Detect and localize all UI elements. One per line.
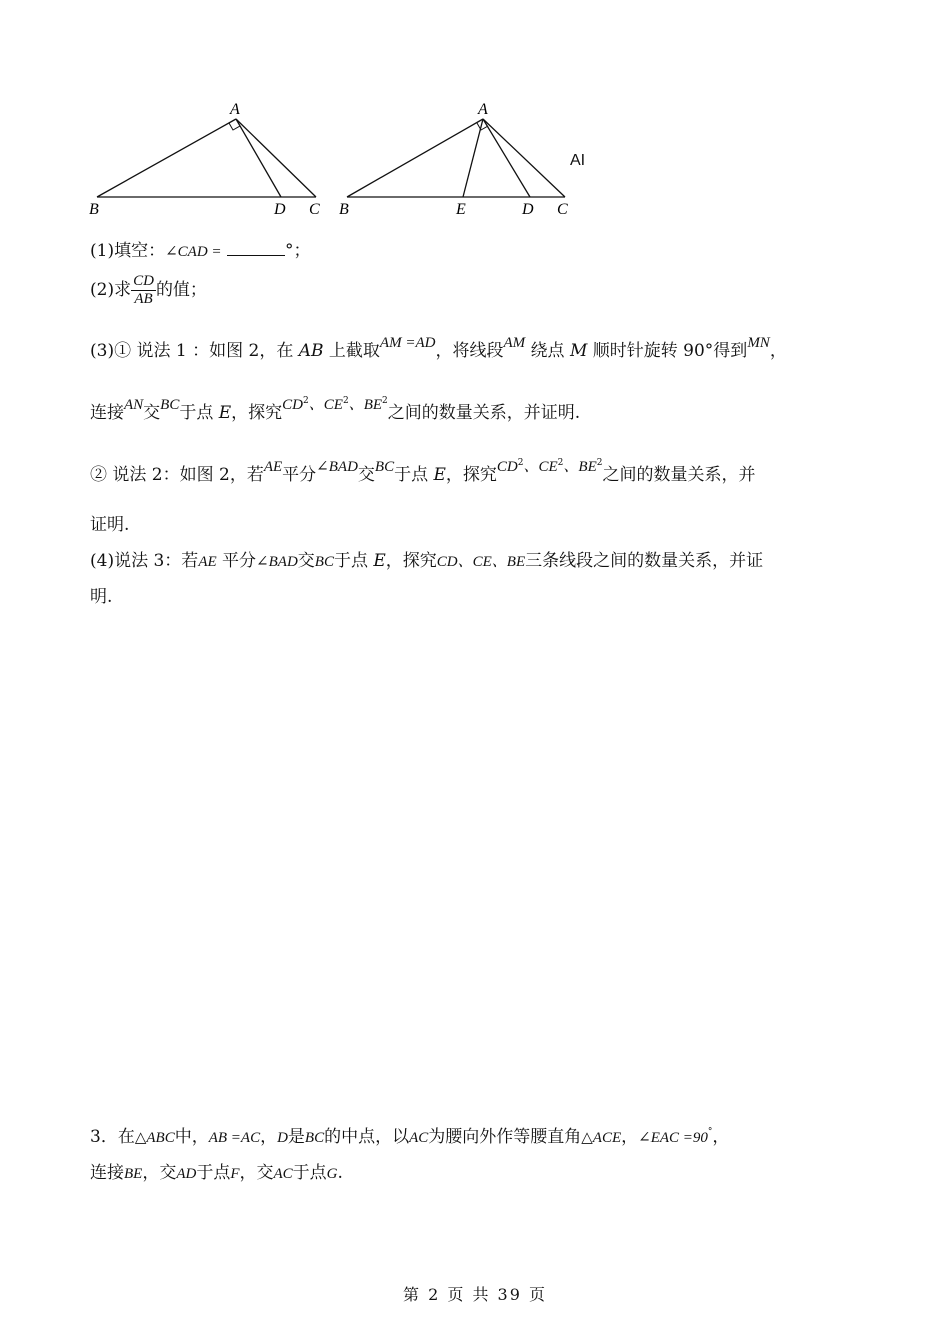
question-2: (2)求 $\frac{CD}{AB}$ 的值；	[90, 273, 207, 307]
fig2-label-a: A	[478, 101, 488, 118]
fig1-label-c: C	[309, 201, 320, 218]
fig2-label-b: B	[339, 201, 349, 218]
fig1-label-b: B	[89, 201, 99, 218]
fig2-label-c: C	[557, 201, 568, 218]
figure-1	[89, 101, 320, 218]
question-4-line-2: 明.	[90, 587, 113, 607]
question-3b-line-2: 证明.	[90, 515, 130, 535]
fig2-segment-ac	[483, 119, 565, 197]
fig1-segment-ab	[97, 119, 236, 197]
figure-2	[339, 101, 568, 218]
answer-blank[interactable]	[227, 241, 285, 256]
question-3a-line-1: (3)① 说法 1 ：如图 2，在 AB 上截取AM =AD，将线段AM 绕点 M 顺时针旋转 90°得到MN，	[90, 335, 787, 361]
question-3b-line-1: ② 说法 2：如图 2，若AE平分∠BAD交BC于点 E，探究$CD^2$、$CE^2$、$BE^2$之间的数量关系，并	[90, 458, 756, 485]
problem-3-line-1: 3．在△ABC中，AB =AC，D是BC的中点，以AC为腰向外作等腰直角△ACE，∠EAC =90°，	[90, 1127, 730, 1147]
question-3a-line-2: 连接AN交BC于点 E，探究$CD^2$、$CE^2$、$BE^2$之间的数量关系，并证明.	[90, 396, 581, 423]
question-1: (1)填空：∠CAD = °；	[90, 241, 311, 261]
ai-mark: AI	[570, 152, 586, 169]
fig1-segment-ac	[236, 119, 316, 197]
fig1-label-a: A	[230, 101, 240, 118]
angle-cad: ∠CAD =	[165, 244, 222, 260]
fig2-segment-ad	[483, 119, 530, 197]
geometry-figures	[0, 95, 620, 225]
fig2-segment-ab	[347, 119, 483, 197]
fig2-label-e: E	[456, 201, 466, 218]
question-4-line-1: (4)说法 3：若AE 平分∠BAD交BC于点 E，探究CD、CE、BE三条线段之间的数量关系，并证	[90, 551, 764, 571]
fig2-label-d: D	[522, 201, 534, 218]
fraction-cd-ab: $\frac{CD}{AB}$	[133, 273, 154, 307]
problem-3-line-2: 连接BE，交AD于点F，交AC于点G.	[90, 1163, 343, 1183]
fig2-segment-ae	[463, 119, 483, 197]
fig1-label-d: D	[274, 201, 286, 218]
page-footer: 第 2 页 共 39 页	[403, 1285, 547, 1304]
fig1-segment-ad	[236, 119, 281, 197]
